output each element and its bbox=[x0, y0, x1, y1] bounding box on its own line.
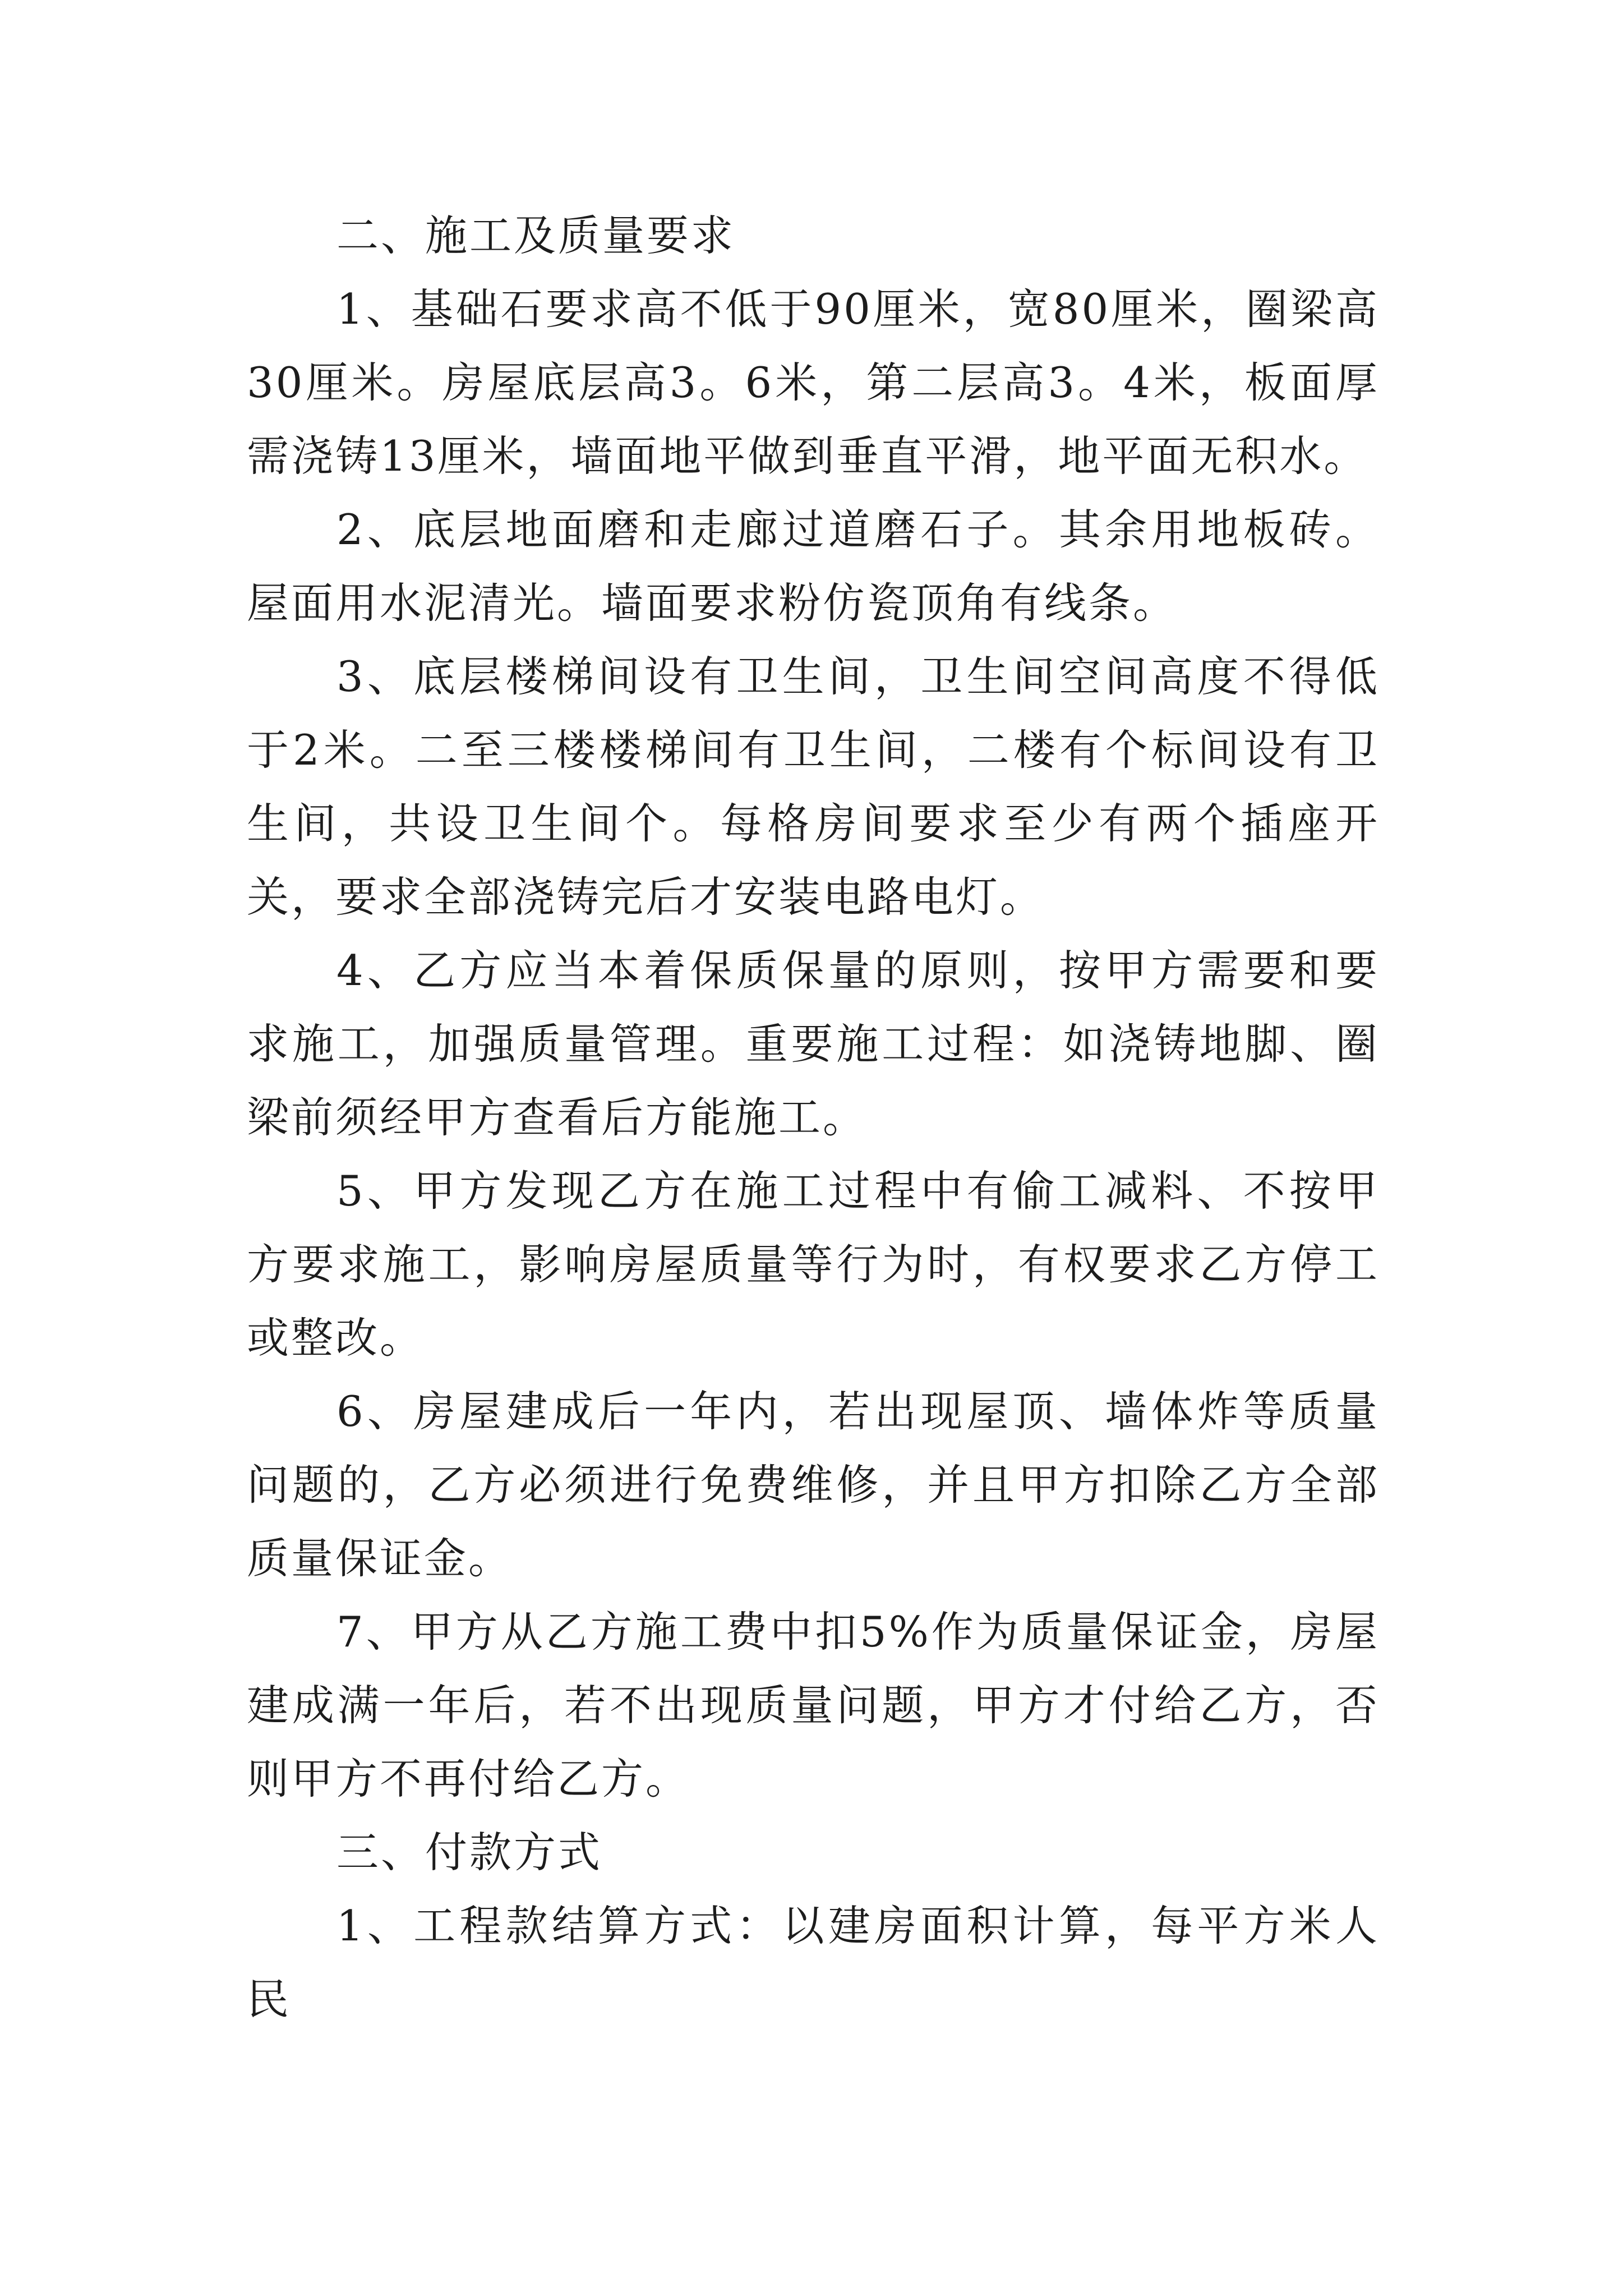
clause-6-warranty-repair: 6、房屋建成后一年内，若出现屋顶、墙体炸等质量问题的，乙方必须进行免费维修，并且甲方扣除乙方全部质量保证金。 bbox=[247, 1387, 1380, 1583]
clause-5-work-stoppage: 5、甲方发现乙方在施工过程中有偷工减料、不按甲方要求施工，影响房屋质量等行为时，有权要求乙方停工或整改。 bbox=[247, 1166, 1380, 1363]
clause-4-quality-management: 4、乙方应当本着保质保量的原则，按甲方需要和要求施工，加强质量管理。重要施工过程：如浇铸地脚、圈梁前须经甲方查看后方能施工。 bbox=[247, 946, 1380, 1142]
payment-clause-1-settlement: 1、工程款结算方式：以建房面积计算，每平方米人民 bbox=[247, 1901, 1380, 2024]
clause-3-bathrooms-outlets: 3、底层楼梯间设有卫生间，卫生间空间高度不得低于2米。二至三楼楼梯间有卫生间，二楼有个标间设有卫生间，共设卫生间个。每格房间要求至少有两个插座开关，要求全部浇铸完后才安装电路电灯。 bbox=[247, 652, 1380, 922]
clause-7-quality-deposit: 7、甲方从乙方施工费中扣5%作为质量保证金，房屋建成满一年后，若不出现质量问题，甲方才付给乙方，否则甲方不再付给乙方。 bbox=[247, 1607, 1380, 1803]
section-heading-payment-method: 三、付款方式 bbox=[336, 1828, 603, 1877]
document-body bbox=[247, 199, 1380, 2036]
section-heading-construction-quality: 二、施工及质量要求 bbox=[336, 211, 736, 260]
clause-1-foundation-dimensions: 1、基础石要求高不低于90厘米，宽80厘米，圈梁高30厘米。房屋底层高3。6米，第二层高3。4米，板面厚需浇铸13厘米，墙面地平做到垂直平滑，地平面无积水。 bbox=[247, 284, 1380, 481]
clause-2-floor-finishing: 2、底层地面磨和走廊过道磨石子。其余用地板砖。屋面用水泥清光。墙面要求粉仿瓷顶角有线条。 bbox=[247, 505, 1380, 628]
